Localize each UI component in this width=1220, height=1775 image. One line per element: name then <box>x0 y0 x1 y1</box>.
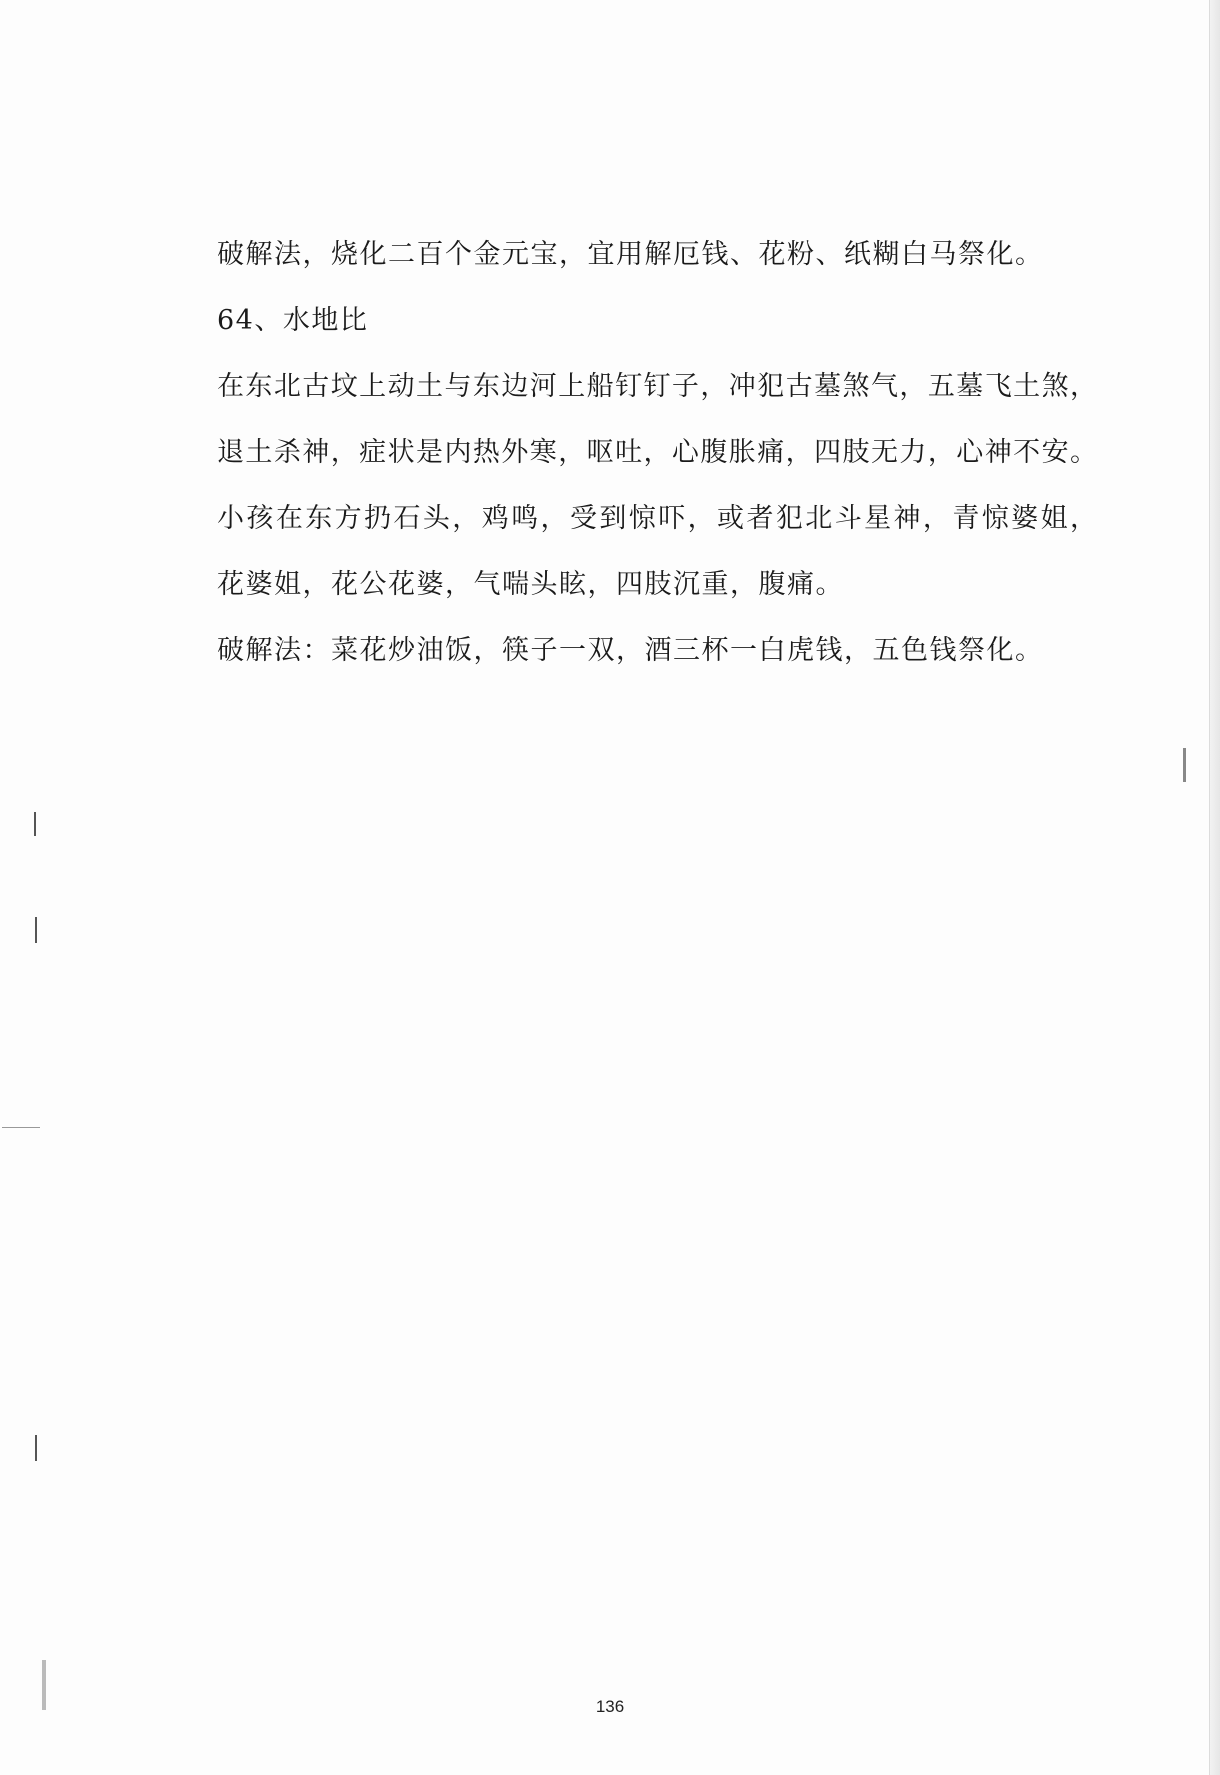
document-body <box>217 222 1097 684</box>
text-line: 退土杀神，症状是内热外寒，呕吐，心腹胀痛，四肢无力，心神不安。 <box>217 437 1097 468</box>
page-number: 136 <box>595 1697 625 1716</box>
text-line: 在东北古坟上动土与东边河上船钉钉子，冲犯古墓煞气，五墓飞土煞， <box>217 371 1097 402</box>
text-line: 花婆姐，花公花婆，气喘头眩，四肢沉重，腹痛。 <box>217 569 844 600</box>
text-line: 破解法：菜花炒油饭，筷子一双，酒三杯一白虎钱，五色钱祭化。 <box>217 635 1044 666</box>
scan-mark <box>34 812 36 836</box>
section-heading: 64、水地比 <box>217 305 369 336</box>
page-edge-shadow <box>1209 0 1220 1775</box>
text-line: 破解法，烧化二百个金元宝，宜用解厄钱、花粉、纸糊白马祭化。 <box>217 239 1044 270</box>
scan-mark <box>35 1435 37 1461</box>
scan-mark <box>1183 748 1186 782</box>
scan-mark <box>2 1127 40 1128</box>
scan-mark <box>35 917 37 943</box>
text-line: 小孩在东方扔石头，鸡鸣，受到惊吓，或者犯北斗星神，青惊婆姐， <box>217 503 1097 534</box>
